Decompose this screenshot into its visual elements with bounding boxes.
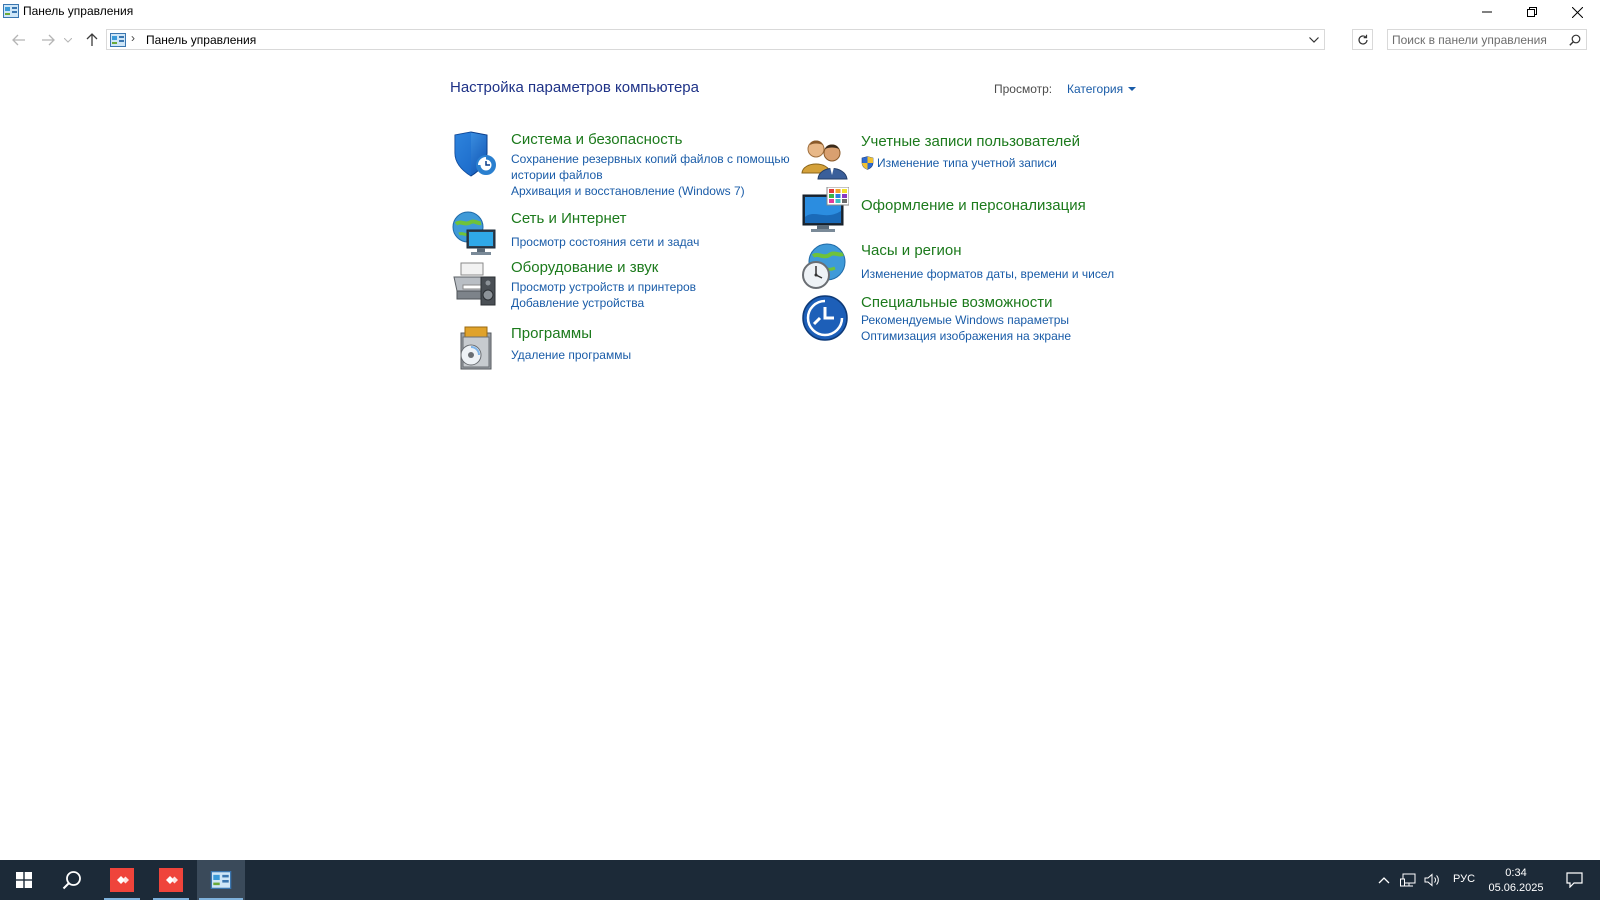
printer-speaker-icon: [451, 259, 499, 307]
category-link[interactable]: Сохранение резервных копий файлов с помощью истории файлов: [511, 152, 790, 182]
category-link[interactable]: Архивация и восстановление (Windows 7): [511, 184, 745, 198]
taskbar: [0, 860, 1600, 900]
category-title[interactable]: Учетные записи пользователей: [861, 133, 1080, 150]
clock-time: 0:34: [1505, 867, 1527, 879]
arrow-up-icon: [86, 33, 98, 47]
chevron-down-icon: [1309, 37, 1319, 43]
forward-button[interactable]: [37, 30, 59, 50]
category-link[interactable]: [861, 155, 1151, 171]
category-link[interactable]: Изменение форматов даты, времени и чисел: [861, 267, 1115, 281]
category-link-label: Изменение типа учетной записи: [877, 156, 1057, 170]
view-mode-dropdown[interactable]: [1067, 82, 1136, 96]
breadcrumb-item[interactable]: Панель управления: [146, 33, 257, 47]
users-icon: [801, 133, 849, 181]
category-title[interactable]: Система и безопасность: [511, 131, 683, 148]
page-title: Настройка параметров компьютера: [450, 79, 699, 96]
view-label: Просмотр:: [994, 82, 1053, 96]
category-title[interactable]: Оформление и персонализация: [861, 197, 1086, 214]
category-link[interactable]: Просмотр состояния сети и задач: [511, 235, 700, 249]
control-panel-icon: [3, 4, 19, 18]
anydesk-icon: [110, 868, 134, 892]
category-title[interactable]: Программы: [511, 325, 593, 342]
category-link[interactable]: Просмотр устройств и принтеров: [511, 280, 697, 294]
category-link[interactable]: Удаление программы: [511, 348, 632, 362]
arrow-left-icon: [12, 34, 26, 46]
address-history-button[interactable]: [1306, 32, 1322, 48]
category-link[interactable]: Оптимизация изображения на экране: [861, 329, 1072, 343]
programs-disc-icon: [451, 325, 499, 373]
restore-button[interactable]: [1509, 0, 1555, 24]
control-panel-icon: [210, 871, 232, 889]
back-button[interactable]: [8, 30, 30, 50]
start-button[interactable]: [0, 860, 48, 900]
taskbar-search-button[interactable]: [48, 860, 96, 900]
language-indicator[interactable]: РУС: [1453, 873, 1476, 885]
taskbar-app-anydesk-1[interactable]: [102, 860, 142, 900]
taskbar-app-anydesk-2[interactable]: [151, 860, 191, 900]
title-bar: [0, 0, 1600, 24]
refresh-button[interactable]: [1352, 29, 1373, 50]
monitor-palette-icon: [801, 187, 849, 235]
refresh-icon: [1357, 34, 1369, 46]
speaker-icon: [1424, 873, 1441, 887]
chevron-down-icon: [64, 38, 72, 43]
network-globe-icon: [451, 210, 499, 258]
clock-date: 05.06.2025: [1488, 882, 1544, 894]
category-title[interactable]: Специальные возможности: [861, 294, 1053, 311]
search-input[interactable]: [1392, 31, 1562, 48]
action-center-button[interactable]: [1556, 860, 1592, 900]
show-hidden-icons-button[interactable]: [1374, 860, 1394, 900]
category-link[interactable]: Добавление устройства: [511, 296, 645, 310]
minimize-button[interactable]: [1464, 0, 1510, 24]
network-tray-button[interactable]: [1397, 860, 1419, 900]
start-icon: [16, 872, 32, 888]
search-box[interactable]: [1387, 29, 1587, 50]
network-icon: [1400, 873, 1416, 887]
recent-locations-button[interactable]: [61, 30, 75, 50]
search-icon: [62, 870, 82, 890]
uac-shield-icon: [861, 156, 874, 170]
caret-down-icon: [1128, 87, 1136, 91]
search-icon: [1569, 34, 1581, 46]
search-button[interactable]: [1567, 32, 1583, 48]
arrow-right-icon: [41, 34, 55, 46]
shield-icon: [451, 131, 499, 179]
clock[interactable]: [1484, 866, 1548, 896]
window-title: Панель управления: [23, 4, 134, 18]
taskbar-app-control-panel[interactable]: [197, 860, 245, 900]
category-title[interactable]: Оборудование и звук: [511, 259, 659, 276]
close-icon: [1572, 7, 1583, 18]
notification-icon: [1566, 872, 1583, 888]
volume-tray-button[interactable]: [1421, 860, 1443, 900]
up-button[interactable]: [81, 30, 103, 50]
accessibility-icon: [801, 294, 849, 342]
category-link[interactable]: Рекомендуемые Windows параметры: [861, 313, 1070, 327]
category-title[interactable]: Сеть и Интернет: [511, 210, 627, 227]
anydesk-icon: [159, 868, 183, 892]
breadcrumb-separator[interactable]: ›: [131, 31, 135, 45]
control-panel-icon: [110, 33, 126, 47]
clock-globe-icon: [801, 242, 849, 290]
restore-icon: [1527, 7, 1537, 17]
chevron-up-icon: [1378, 877, 1390, 884]
navigation-bar: [0, 28, 1600, 52]
address-bar[interactable]: [106, 29, 1325, 50]
category-title[interactable]: Часы и регион: [861, 242, 962, 259]
minimize-icon: [1482, 7, 1492, 17]
close-button[interactable]: [1554, 0, 1600, 24]
view-mode-value: Категория: [1067, 82, 1124, 96]
